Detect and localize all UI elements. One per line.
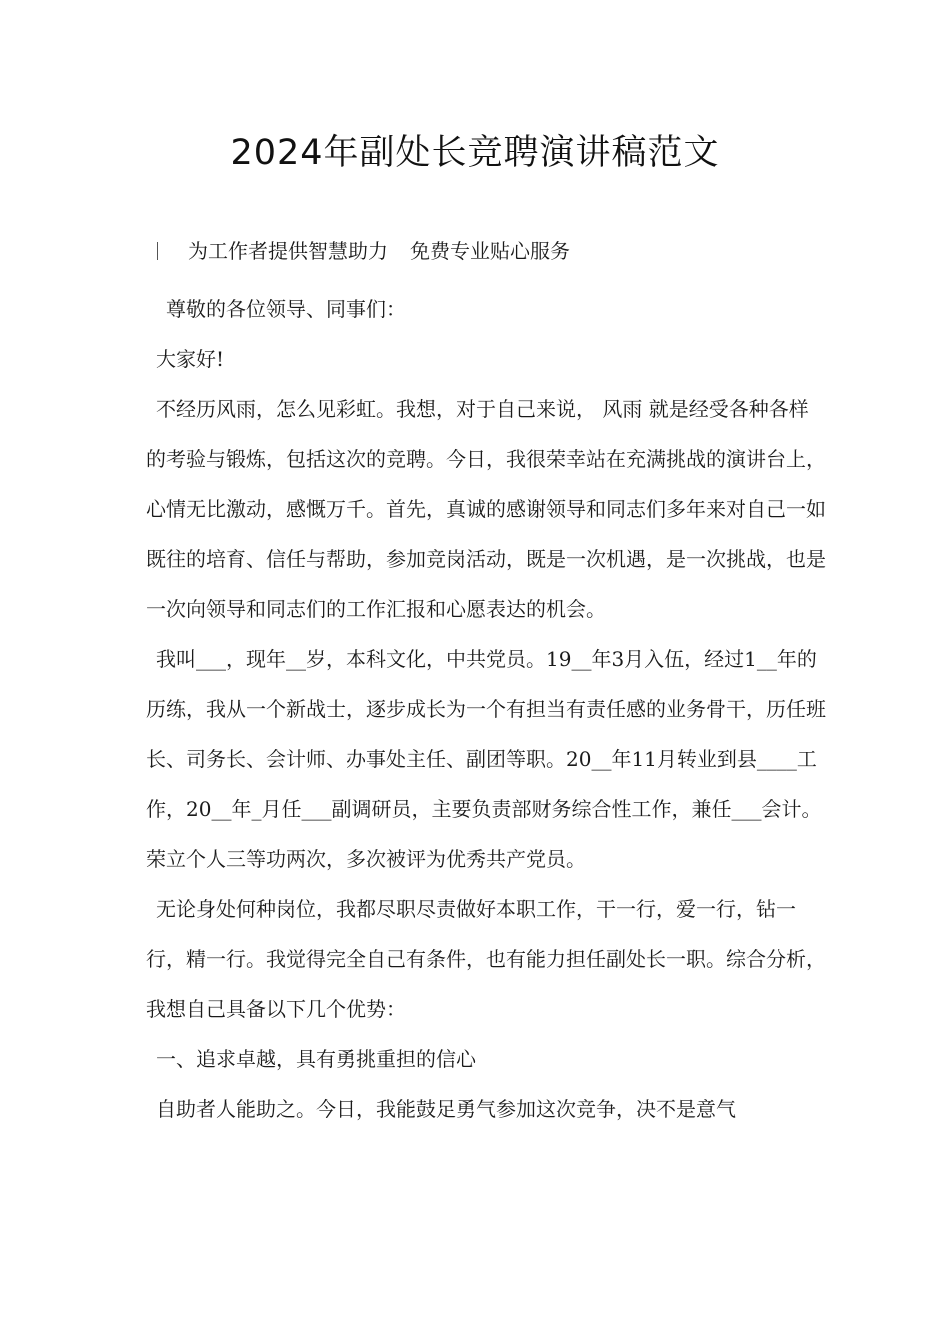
paragraph: 自助者人能助之。今日，我能鼓足勇气参加这次竞争，决不是意气 (156, 1097, 736, 1121)
paragraph: 我叫___，现年__岁，本科文化，中共党员。19__年3月入伍，经过1__年的历练，我从一个新战士，逐步成长为一个有担当有责任感的业务骨干，历任班长、司务长、会计师、办事处主任、副团等职。20__年11月转业到县____工作，20__年_月任___副调研员，主要负责部财务综合性工作，兼任___会计。荣立个人三等功两次，多次被评为优秀共产党员。 (146, 647, 826, 871)
paragraph-greeting: 大家好! (156, 347, 225, 371)
paragraph: 无论身处何种岗位，我都尽职尽责做好本职工作，干一行，爱一行，钻一行，精一行。我觉得完全自己有条件，也有能力担任副处长一职。综合分析，我想自己具备以下几个优势： (146, 897, 826, 1021)
tagline-left: 为工作者提供智慧助力 (188, 239, 388, 263)
document-body (146, 284, 826, 1134)
paragraph: 不经历风雨，怎么见彩虹。我想，对于自己来说， 风雨 就是经受各种各样的考验与锻炼，包括这次的竞聘。今日，我很荣幸站在充满挑战的演讲台上，心情无比激动，感慨万千。首先，真诚的感谢领导和同志们多年来对自己一如既往的培育、信任与帮助，参加竞岗活动，既是一次机遇，是一次挑战，也是一次向领导和同志们的工作汇报和心愿表达的机会。 (146, 397, 826, 621)
tagline-divider (157, 242, 158, 260)
paragraph-salutation: 尊敬的各位领导、同事们： (166, 297, 406, 321)
tagline-right: 免费专业贴心服务 (410, 239, 570, 263)
section-heading: 一、追求卓越，具有勇挑重担的信心 (156, 1047, 476, 1071)
document-title: 2024年副处长竞聘演讲稿范文 (230, 133, 720, 173)
tagline (157, 236, 570, 266)
